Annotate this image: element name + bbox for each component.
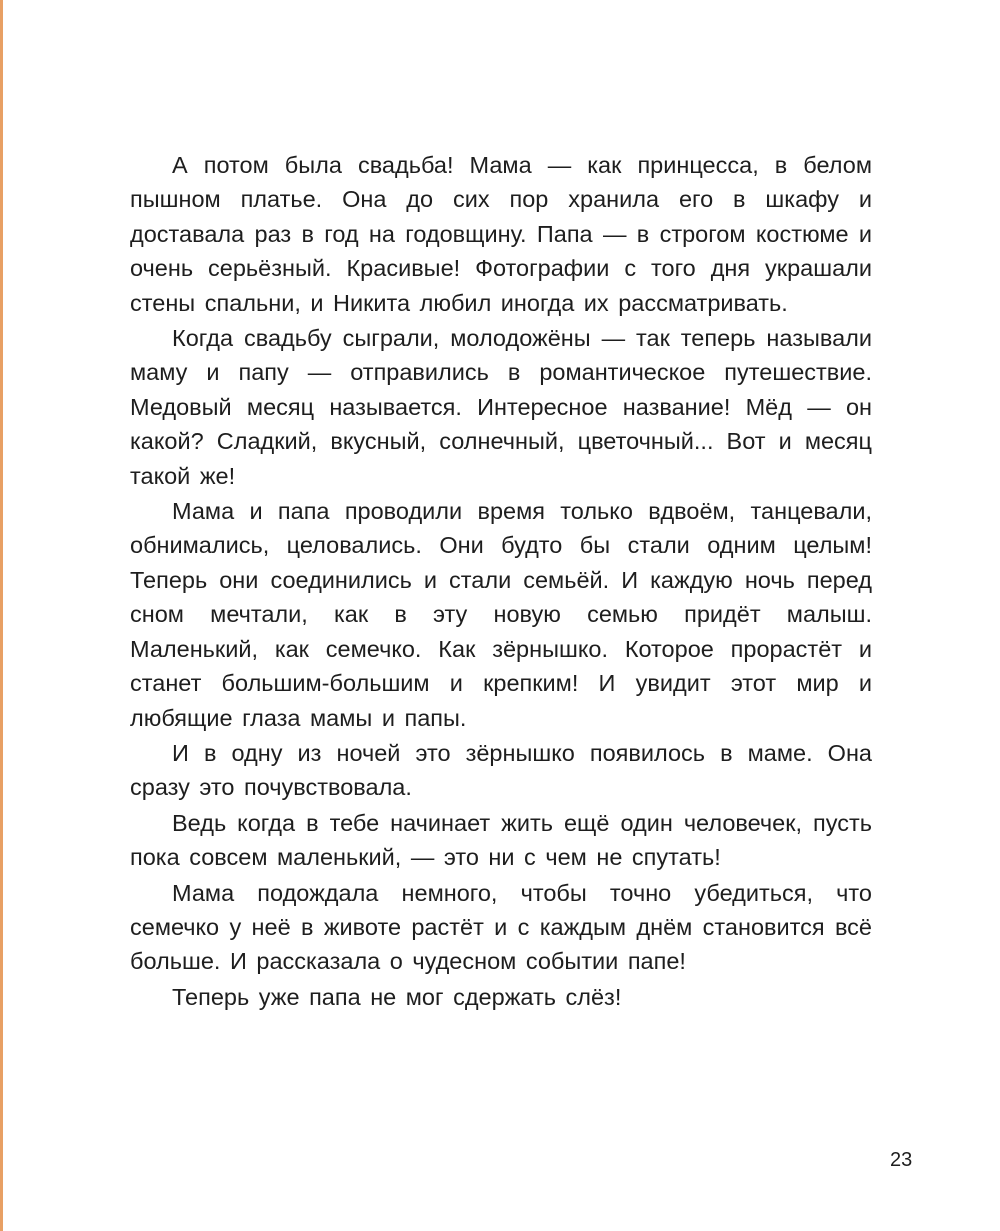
- paragraph-7: Теперь уже папа не мог сдержать слёз!: [172, 983, 622, 1010]
- paragraph-2: Когда свадьбу сыграли, молодожёны — так теперь называли маму и папу — отправились в романтическое путешествие. Медовый месяц называется. Интересное название! Мёд — он какой? Сладкий, вкусный, солнечный, цветочный... Вот и месяц такой же!: [130, 325, 872, 489]
- page-number: 23: [890, 1149, 913, 1171]
- paragraph-5: Ведь когда в тебе начинает жить ещё один человечек, пусть пока совсем маленький, — это ни с чем не спутать!: [130, 809, 872, 871]
- paragraph-3: Мама и папа проводили время только вдвоём, танцевали, обнимались, целовались. Они будто бы стали одним целым! Теперь они соединились и стали семьёй. И каждую ночь перед сном мечтали, как в эту новую семью придёт малыш. Маленький, как семечко. Как зёрнышко. Которое прорастёт и станет большим-большим и крепким! И увидит этот мир и любящие глаза мамы и папы.: [130, 498, 872, 731]
- paragraph-4: И в одну из ночей это зёрнышко появилось в маме. Она сразу это почувствовала.: [130, 739, 872, 801]
- paragraph-1: А потом была свадьба! Мама — как принцесса, в белом пышном платье. Она до сих пор хранила его в шкафу и доставала раз в год на годовщину. Папа — в строгом костюме и очень серьёзный. Красивые! Фотографии с того дня украшали стены спальни, и Никита любил иногда их рассматривать.: [130, 152, 872, 316]
- paragraph-6: Мама подождала немного, чтобы точно убедиться, что семечко у неё в животе растёт и с каждым днём становится всё больше. И рассказала о чудесном событии папе!: [130, 879, 872, 975]
- page-text: [130, 148, 872, 1015]
- page-edge-strip: [0, 0, 3, 1231]
